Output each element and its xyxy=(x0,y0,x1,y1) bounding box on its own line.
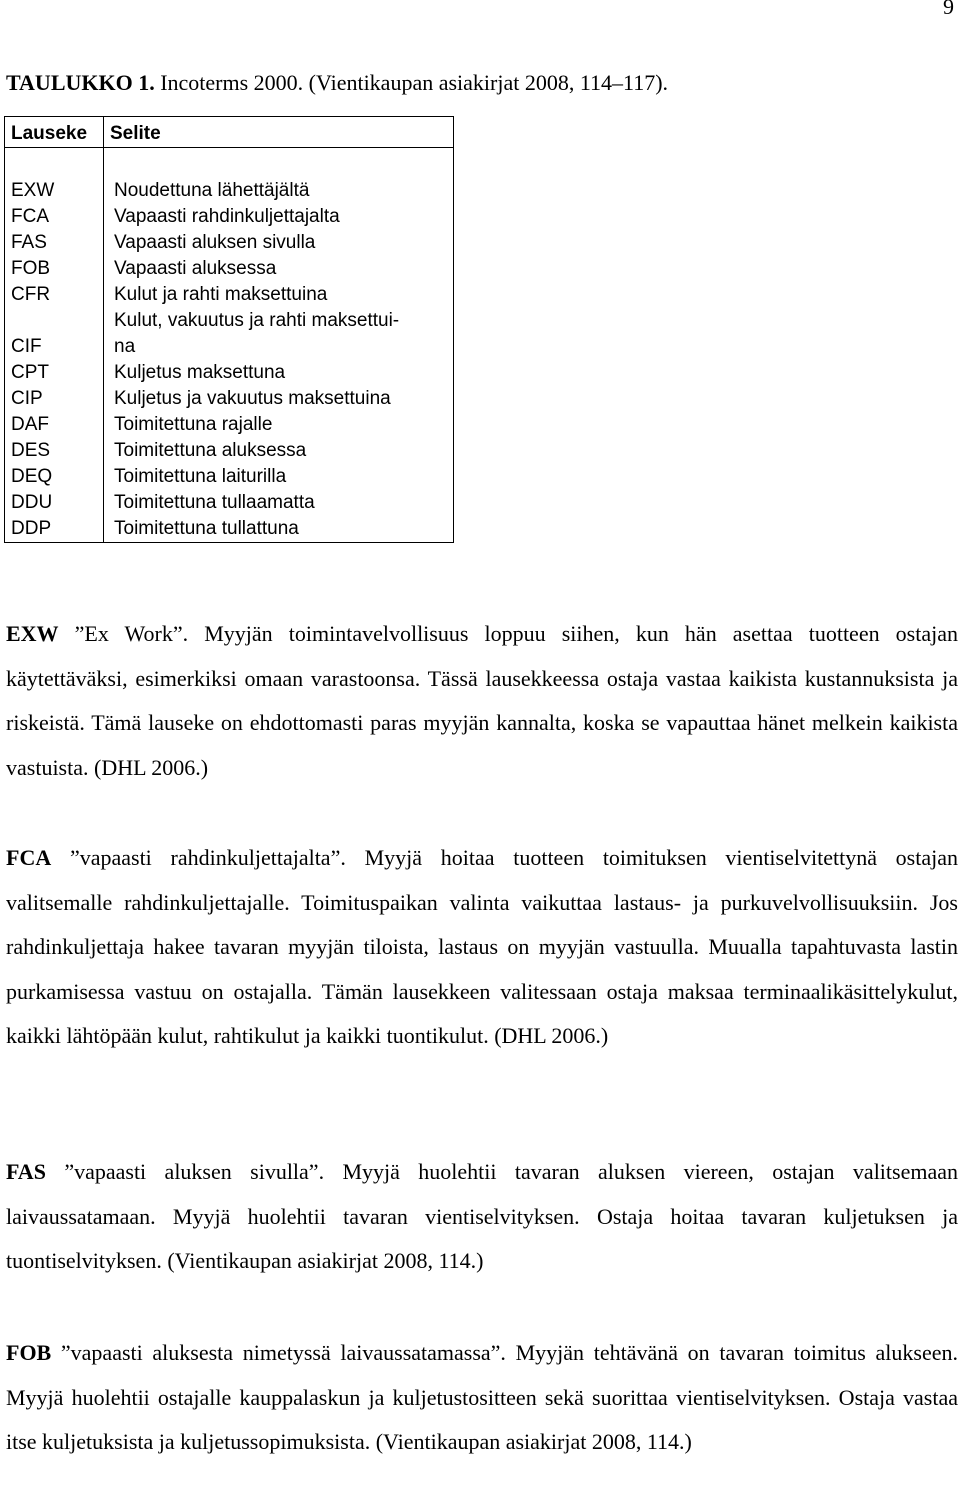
table-row xyxy=(5,412,454,438)
table-row xyxy=(5,490,454,516)
header-lauseke: Lauseke xyxy=(5,117,104,148)
incoterm-code: DDU xyxy=(5,490,104,516)
table-caption xyxy=(6,70,668,96)
incoterm-description: Toimitettuna tullattuna xyxy=(104,516,454,543)
table-blank-row xyxy=(5,148,454,179)
paragraph-fca-text: ”vapaasti rahdinkuljettajalta”. Myyjä hoitaa tuotteen toimituksen vientiselvitettynä ostajan valitsemalle rahdinkuljettajalle. Toimituspaikan valinta vaikuttaa lastaus- ja purkuvelvollisuuksiin. Jos rahdinkuljettaja hakee tavaran myyjän tiloista, lastaus on myyjän vastuulla. Muualla tapahtuvasta lastin purkamisessa vastuu on ostajalla. Tämän lausekkeen valitessaan ostaja maksaa terminaalikäsittelykulut, kaikki lähtöpään kulut, rahtikulut ja kaikki tuontikulut. (DHL 2006.) xyxy=(6,845,958,1048)
table-row xyxy=(5,438,454,464)
incoterm-description: Kulut, vakuutus ja rahti maksettui- na xyxy=(104,308,454,360)
caption-text: Incoterms 2000. (Vientikaupan asiakirjat 2008, 114–117). xyxy=(154,70,669,95)
table-row xyxy=(5,386,454,412)
paragraph-fas xyxy=(6,1150,958,1284)
incoterm-description: Toimitettuna rajalle xyxy=(104,412,454,438)
paragraph-exw xyxy=(6,612,958,790)
incoterm-code: DES xyxy=(5,438,104,464)
table-header-row xyxy=(5,117,454,148)
incoterm-description: Kuljetus maksettuna xyxy=(104,360,454,386)
incoterm-code: FAS xyxy=(5,230,104,256)
table-row xyxy=(5,230,454,256)
table-row xyxy=(5,308,454,360)
table-row xyxy=(5,360,454,386)
table-row xyxy=(5,282,454,308)
incoterm-description: Toimitettuna laiturilla xyxy=(104,464,454,490)
incoterm-description: Kuljetus ja vakuutus maksettuina xyxy=(104,386,454,412)
incoterm-code: CFR xyxy=(5,282,104,308)
term-fas: FAS xyxy=(6,1159,46,1184)
incoterm-code: CIF xyxy=(5,308,104,360)
incoterm-description: Vapaasti rahdinkuljettajalta xyxy=(104,204,454,230)
paragraph-fob xyxy=(6,1331,958,1465)
incoterm-description: Noudettuna lähettäjältä xyxy=(104,178,454,204)
incoterm-code: CPT xyxy=(5,360,104,386)
paragraph-exw-text: ”Ex Work”. Myyjän toimintavelvollisuus loppuu siihen, kun hän asettaa tuotteen ostajan käytettäväksi, esimerkiksi omaan varastoonsa. Tässä lausekkeessa ostaja vastaa kaikista kustannuksista ja riskeistä. Tämä lauseke on ehdottomasti paras myyjän kannalta, koska se vapauttaa hänet melkein kaikista vastuista. (DHL 2006.) xyxy=(6,621,958,780)
incoterm-description: Vapaasti aluksessa xyxy=(104,256,454,282)
table-row xyxy=(5,204,454,230)
header-selite: Selite xyxy=(104,117,454,148)
incoterm-code: FOB xyxy=(5,256,104,282)
incoterm-code: DAF xyxy=(5,412,104,438)
incoterm-code: CIP xyxy=(5,386,104,412)
table-row xyxy=(5,464,454,490)
incoterms-table xyxy=(4,116,454,543)
incoterm-description: Vapaasti aluksen sivulla xyxy=(104,230,454,256)
table-row xyxy=(5,256,454,282)
incoterm-description: Toimitettuna tullaamatta xyxy=(104,490,454,516)
term-fob: FOB xyxy=(6,1340,52,1365)
incoterm-code: DEQ xyxy=(5,464,104,490)
term-exw: EXW xyxy=(6,621,59,646)
paragraph-fas-text: ”vapaasti aluksen sivulla”. Myyjä huolehtii tavaran aluksen viereen, ostajan valitsemaan laivaussatamaan. Myyjä huolehtii tavaran vientiselvityksen. Ostaja hoitaa tavaran kuljetuksen ja tuontiselvityksen. (Vientikaupan asiakirjat 2008, 114.) xyxy=(6,1159,958,1273)
incoterm-code: DDP xyxy=(5,516,104,543)
incoterm-code: FCA xyxy=(5,204,104,230)
incoterm-code: EXW xyxy=(5,178,104,204)
paragraph-fob-text: ”vapaasti aluksesta nimetyssä laivaussatamassa”. Myyjän tehtävänä on tavaran toimitus alukseen. Myyjä huolehtii ostajalle kauppalaskun ja kuljetustositteen sekä suorittaa vientiselvityksen. Ostaja vastaa itse kuljetuksista ja kuljetussopimuksista. (Vientikaupan asiakirjat 2008, 114.) xyxy=(6,1340,958,1454)
term-fca: FCA xyxy=(6,845,52,870)
incoterm-description: Toimitettuna aluksessa xyxy=(104,438,454,464)
paragraph-fca xyxy=(6,836,958,1059)
page-number: 9 xyxy=(943,0,954,19)
incoterm-description: Kulut ja rahti maksettuina xyxy=(104,282,454,308)
table-row xyxy=(5,178,454,204)
caption-label: TAULUKKO 1. xyxy=(6,70,155,95)
table-row xyxy=(5,516,454,543)
